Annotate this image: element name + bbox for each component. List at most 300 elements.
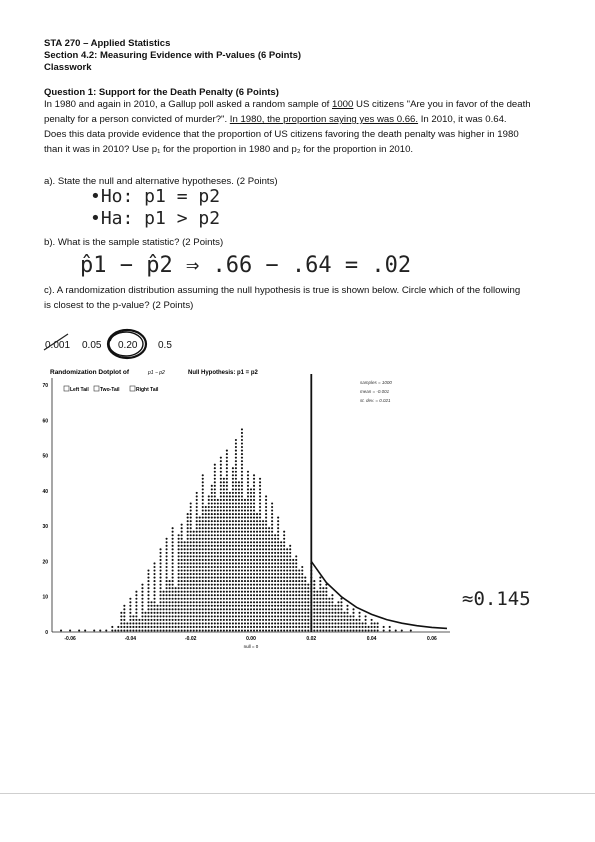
stat-mean: mean = -0.001	[360, 389, 390, 394]
data-point	[292, 562, 294, 564]
data-point	[141, 622, 143, 624]
data-point	[280, 608, 282, 610]
data-point	[166, 612, 168, 614]
data-point	[153, 594, 155, 596]
data-point	[120, 629, 122, 631]
data-point	[253, 502, 255, 504]
data-point	[235, 622, 237, 624]
data-point	[253, 524, 255, 526]
data-point	[295, 598, 297, 600]
data-point	[277, 524, 279, 526]
data-point	[166, 615, 168, 617]
data-point	[253, 622, 255, 624]
data-point	[259, 506, 261, 508]
data-point	[241, 446, 243, 448]
data-point	[268, 573, 270, 575]
data-point	[123, 608, 125, 610]
data-point	[199, 619, 201, 621]
data-point	[280, 626, 282, 628]
data-point	[226, 559, 228, 561]
data-point	[316, 605, 318, 607]
data-point	[265, 559, 267, 561]
data-point	[232, 488, 234, 490]
data-point	[220, 457, 222, 459]
data-point	[307, 619, 309, 621]
data-point	[229, 552, 231, 554]
dot-column	[144, 612, 146, 632]
data-point	[141, 626, 143, 628]
data-point	[150, 619, 152, 621]
data-point	[199, 608, 201, 610]
data-point	[220, 471, 222, 473]
data-point	[196, 619, 198, 621]
data-point	[217, 594, 219, 596]
data-point	[259, 615, 261, 617]
data-point	[187, 531, 189, 533]
data-point	[268, 541, 270, 543]
data-point	[135, 629, 137, 631]
data-point	[220, 538, 222, 540]
dot-column	[138, 619, 140, 632]
data-point	[214, 510, 216, 512]
data-point	[325, 598, 327, 600]
data-point	[256, 615, 258, 617]
data-point	[247, 510, 249, 512]
data-point	[150, 612, 152, 614]
data-point	[178, 605, 180, 607]
dot-column	[172, 527, 174, 631]
data-point	[265, 584, 267, 586]
data-point	[328, 629, 330, 631]
data-point	[202, 598, 204, 600]
data-point	[214, 629, 216, 631]
data-point	[256, 555, 258, 557]
data-point	[289, 626, 291, 628]
data-point	[193, 622, 195, 624]
data-point	[265, 601, 267, 603]
data-point	[286, 562, 288, 564]
data-point	[147, 598, 149, 600]
data-point	[256, 562, 258, 564]
data-point	[241, 524, 243, 526]
data-point	[132, 615, 134, 617]
data-point	[259, 499, 261, 501]
data-point	[166, 569, 168, 571]
data-point	[184, 541, 186, 543]
data-point	[187, 517, 189, 519]
data-point	[238, 580, 240, 582]
data-point	[196, 566, 198, 568]
right-tail-checkbox[interactable]	[130, 386, 135, 391]
data-point	[241, 460, 243, 462]
data-point	[187, 605, 189, 607]
data-point	[153, 562, 155, 564]
data-point	[226, 629, 228, 631]
data-point	[184, 559, 186, 561]
data-point	[244, 605, 246, 607]
data-point	[307, 615, 309, 617]
data-point	[214, 605, 216, 607]
data-point	[289, 580, 291, 582]
data-point	[352, 612, 354, 614]
data-point	[271, 591, 273, 593]
data-point	[205, 569, 207, 571]
dot-column	[84, 629, 86, 631]
data-point	[199, 517, 201, 519]
data-point	[304, 598, 306, 600]
data-point	[250, 594, 252, 596]
data-point	[371, 622, 373, 624]
data-point	[319, 619, 321, 621]
data-point	[153, 601, 155, 603]
data-point	[196, 499, 198, 501]
data-point	[214, 520, 216, 522]
data-point	[235, 552, 237, 554]
data-point	[232, 587, 234, 589]
data-point	[181, 580, 183, 582]
data-point	[181, 601, 183, 603]
data-point	[217, 584, 219, 586]
data-point	[319, 608, 321, 610]
data-point	[319, 580, 321, 582]
data-point	[244, 541, 246, 543]
data-point	[235, 527, 237, 529]
data-point	[211, 622, 213, 624]
data-point	[241, 506, 243, 508]
data-point	[247, 548, 249, 550]
data-point	[187, 577, 189, 579]
data-point	[196, 626, 198, 628]
data-point	[217, 580, 219, 582]
option-0-001[interactable]: 0.001	[45, 340, 71, 351]
data-point	[271, 531, 273, 533]
data-point	[295, 566, 297, 568]
handwritten-null-hypothesis: •Ho: p1 = p2	[90, 186, 221, 207]
data-point	[283, 577, 285, 579]
data-point	[172, 541, 174, 543]
data-point	[223, 527, 225, 529]
data-point	[244, 552, 246, 554]
data-point	[126, 626, 128, 628]
data-point	[280, 615, 282, 617]
data-point	[322, 605, 324, 607]
data-point	[319, 605, 321, 607]
data-point	[217, 541, 219, 543]
data-point	[193, 584, 195, 586]
data-point	[235, 453, 237, 455]
data-point	[274, 545, 276, 547]
data-point	[262, 577, 264, 579]
data-point	[235, 460, 237, 462]
data-point	[250, 520, 252, 522]
data-point	[331, 615, 333, 617]
data-point	[166, 555, 168, 557]
data-point	[229, 626, 231, 628]
dot-column	[268, 527, 270, 631]
data-point	[292, 619, 294, 621]
data-point	[362, 622, 364, 624]
data-point	[265, 517, 267, 519]
data-point	[247, 506, 249, 508]
data-point	[262, 562, 264, 564]
data-point	[358, 615, 360, 617]
data-point	[274, 562, 276, 564]
data-point	[226, 517, 228, 519]
data-point	[259, 601, 261, 603]
data-point	[316, 622, 318, 624]
data-point	[232, 538, 234, 540]
data-point	[226, 471, 228, 473]
data-point	[292, 584, 294, 586]
data-point	[235, 485, 237, 487]
data-point	[241, 608, 243, 610]
data-point	[280, 555, 282, 557]
data-point	[220, 499, 222, 501]
data-point	[135, 608, 137, 610]
data-point	[187, 559, 189, 561]
two-tail-label: Two-Tail	[100, 387, 120, 393]
dot-column	[307, 584, 309, 632]
data-point	[196, 506, 198, 508]
data-point	[163, 598, 165, 600]
data-point	[226, 612, 228, 614]
data-point	[241, 531, 243, 533]
data-point	[238, 612, 240, 614]
data-point	[193, 612, 195, 614]
data-point	[313, 615, 315, 617]
data-point	[202, 562, 204, 564]
data-point	[187, 601, 189, 603]
data-point	[135, 601, 137, 603]
data-point	[150, 601, 152, 603]
data-point	[232, 478, 234, 480]
data-point	[205, 612, 207, 614]
data-point	[129, 626, 131, 628]
y-tick-label: 60	[42, 418, 48, 425]
dot-column	[120, 612, 122, 632]
data-point	[205, 580, 207, 582]
data-point	[262, 615, 264, 617]
data-point	[256, 622, 258, 624]
data-point	[78, 629, 80, 631]
data-point	[271, 506, 273, 508]
data-point	[268, 622, 270, 624]
data-point	[172, 573, 174, 575]
data-point	[229, 510, 231, 512]
data-point	[271, 619, 273, 621]
data-point	[256, 548, 258, 550]
data-point	[238, 608, 240, 610]
scan-edge-line	[0, 793, 595, 794]
data-point	[166, 541, 168, 543]
data-point	[196, 548, 198, 550]
data-point	[298, 594, 300, 596]
data-point	[247, 594, 249, 596]
data-point	[166, 545, 168, 547]
data-point	[226, 502, 228, 504]
data-point	[229, 619, 231, 621]
data-point	[208, 594, 210, 596]
data-point	[196, 562, 198, 564]
data-point	[277, 622, 279, 624]
data-point	[286, 605, 288, 607]
data-point	[259, 492, 261, 494]
dot-column	[141, 584, 143, 632]
data-point	[253, 534, 255, 536]
data-point	[205, 584, 207, 586]
data-point	[175, 591, 177, 593]
data-point	[205, 573, 207, 575]
data-point	[120, 622, 122, 624]
data-point	[256, 605, 258, 607]
data-point	[217, 545, 219, 547]
data-point	[208, 524, 210, 526]
data-point	[301, 626, 303, 628]
data-point	[172, 608, 174, 610]
data-point	[277, 594, 279, 596]
data-point	[304, 591, 306, 593]
data-point	[265, 502, 267, 504]
data-point	[232, 577, 234, 579]
data-point	[187, 594, 189, 596]
data-point	[295, 555, 297, 557]
data-point	[244, 524, 246, 526]
dot-column	[319, 577, 321, 632]
data-point	[271, 538, 273, 540]
data-point	[271, 594, 273, 596]
dot-column	[256, 513, 258, 632]
y-tick-label: 40	[42, 488, 48, 495]
data-point	[241, 559, 243, 561]
data-point	[292, 580, 294, 582]
data-point	[286, 598, 288, 600]
data-point	[223, 485, 225, 487]
data-point	[232, 566, 234, 568]
data-point	[156, 612, 158, 614]
dot-column	[232, 467, 234, 631]
data-point	[193, 626, 195, 628]
data-point	[214, 577, 216, 579]
data-point	[232, 492, 234, 494]
data-point	[235, 488, 237, 490]
dot-column	[289, 545, 291, 632]
data-point	[220, 601, 222, 603]
data-point	[295, 605, 297, 607]
data-point	[147, 605, 149, 607]
data-point	[178, 545, 180, 547]
data-point	[274, 566, 276, 568]
data-point	[241, 439, 243, 441]
data-point	[283, 541, 285, 543]
data-point	[211, 598, 213, 600]
data-point	[235, 531, 237, 533]
data-point	[141, 598, 143, 600]
data-point	[178, 626, 180, 628]
data-point	[298, 612, 300, 614]
data-point	[138, 622, 140, 624]
data-point	[166, 552, 168, 554]
data-point	[244, 594, 246, 596]
data-point	[226, 619, 228, 621]
data-point	[172, 559, 174, 561]
data-point	[202, 485, 204, 487]
data-point	[205, 577, 207, 579]
data-point	[169, 601, 171, 603]
data-point	[280, 577, 282, 579]
data-point	[223, 555, 225, 557]
data-point	[262, 548, 264, 550]
data-point	[235, 569, 237, 571]
data-point	[169, 608, 171, 610]
data-point	[120, 626, 122, 628]
data-point	[217, 559, 219, 561]
dot-column	[322, 587, 324, 631]
data-point	[256, 524, 258, 526]
data-point	[274, 594, 276, 596]
data-point	[123, 622, 125, 624]
option-0-05[interactable]: 0.05	[82, 340, 102, 351]
data-point	[226, 594, 228, 596]
data-point	[181, 598, 183, 600]
data-point	[241, 615, 243, 617]
data-point	[271, 541, 273, 543]
data-point	[307, 591, 309, 593]
data-point	[235, 619, 237, 621]
data-point	[159, 598, 161, 600]
data-point	[265, 566, 267, 568]
option-0-5[interactable]: 0.5	[158, 340, 172, 351]
data-point	[265, 562, 267, 564]
data-point	[196, 601, 198, 603]
data-point	[250, 517, 252, 519]
data-point	[226, 541, 228, 543]
data-point	[232, 499, 234, 501]
data-point	[307, 587, 309, 589]
data-point	[250, 495, 252, 497]
data-point	[190, 601, 192, 603]
data-point	[229, 569, 231, 571]
data-point	[295, 622, 297, 624]
data-point	[220, 569, 222, 571]
data-point	[319, 626, 321, 628]
data-point	[229, 527, 231, 529]
data-point	[202, 612, 204, 614]
data-point	[244, 545, 246, 547]
option-0-20[interactable]: 0.20	[118, 340, 138, 351]
data-point	[277, 577, 279, 579]
question-line-3: Does this data provide evidence that the proportion of US citizens favoring the death penalty was higher in 1980	[44, 129, 519, 140]
two-tail-checkbox[interactable]	[94, 386, 99, 391]
data-point	[250, 577, 252, 579]
data-point	[150, 608, 152, 610]
data-point	[325, 601, 327, 603]
data-point	[211, 552, 213, 554]
data-point	[166, 573, 168, 575]
left-tail-checkbox[interactable]	[64, 386, 69, 391]
dot-column	[117, 626, 119, 632]
data-point	[244, 569, 246, 571]
data-point	[190, 587, 192, 589]
data-point	[226, 457, 228, 459]
data-point	[229, 545, 231, 547]
data-point	[247, 622, 249, 624]
data-point	[268, 615, 270, 617]
data-point	[262, 538, 264, 540]
data-point	[144, 619, 146, 621]
data-point	[283, 580, 285, 582]
data-point	[217, 577, 219, 579]
data-point	[253, 552, 255, 554]
